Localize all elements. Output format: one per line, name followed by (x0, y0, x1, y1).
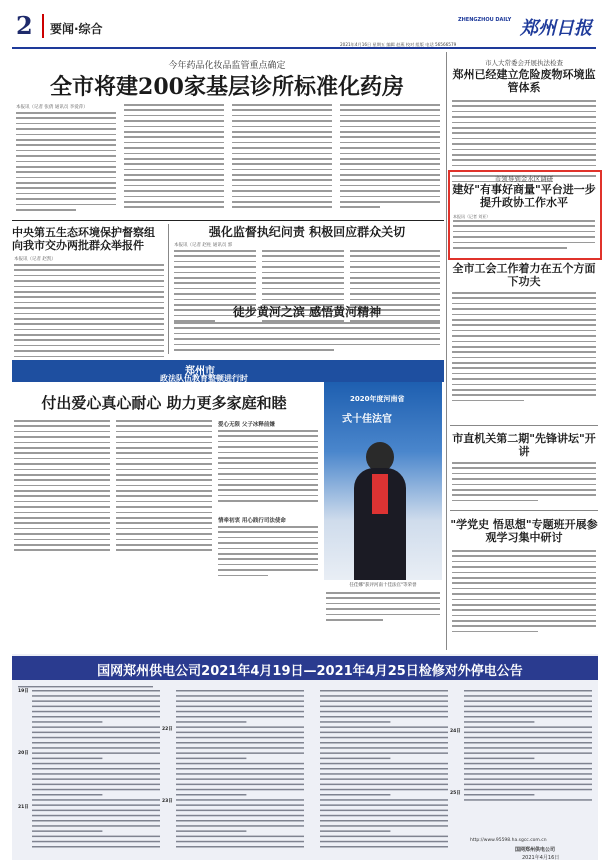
right-body-4 (452, 550, 596, 636)
right-col-rule-1 (450, 425, 598, 426)
left2-headline: 中央第五生态环境保护督察组向我市交办两批群众举报件 (12, 226, 155, 252)
page-number: 2 (16, 11, 33, 40)
tier2-divider (168, 224, 169, 354)
feature-headline: 付出爱心真心耐心 助力更多家庭和睦 (41, 394, 287, 412)
banner-subtitle: 政法队伍教育整顿进行时 (160, 374, 248, 383)
masthead-logo: 郑州日报 (520, 18, 592, 39)
feature-body-col1 (14, 420, 110, 555)
outage-url[interactable]: http://www.95598.ha.sgcc.com.cn (470, 838, 547, 843)
feature-body-col5 (326, 592, 440, 624)
left2-byline: 本报讯（记者 赵凯） (14, 257, 56, 262)
mid2-headline: 强化监督执纪问责 积极回应群众关切 (208, 225, 406, 239)
photo-label: 任佳娜"获评河南十佳法官"等荣誉 (349, 583, 417, 588)
mid2-headline-2: 徒步黄河之滨 感悟黄河精神 (232, 305, 382, 319)
photo-caption-line1: 2020年度河南省 (350, 395, 405, 403)
masthead-english: ZHENGZHOU DAILY (458, 17, 512, 23)
lead-kicker: 今年药品化妆品监管重点确定 (168, 61, 286, 71)
feature-body-col3 (218, 430, 318, 505)
outage-headline: 国网郑州供电公司2021年4月19日—2021年4月25日检修对外停电公告 (97, 664, 523, 679)
mid2-byline: 本报讯（记者 赵柱 通讯员 郭 (174, 243, 233, 248)
right-headline-2: 全市工会工作着力在五个方面下功夫 (452, 262, 596, 288)
outage-day-label: 24日 (450, 729, 461, 734)
lead-body-col1 (16, 112, 116, 214)
right-col-divider (446, 52, 447, 650)
outage-day-labels (18, 686, 594, 856)
right-body-2 (452, 292, 596, 405)
feature-subhead-2: 情牵初衷 用心践行司法使命 (218, 518, 286, 524)
right-col-rule-2 (450, 510, 598, 511)
right-body-3 (452, 462, 596, 505)
page-number-divider (42, 14, 44, 38)
lead-body-col3 (232, 104, 332, 212)
feature-body-col4 (218, 526, 318, 580)
mid2-body-2 (174, 322, 440, 354)
right-headline-3: 市直机关第二期"先锋讲坛"开讲 (452, 432, 596, 458)
lead-byline: 本报讯（记者 张倩 通讯员 李爱萍） (16, 105, 88, 110)
outage-day-label: 23日 (162, 799, 173, 804)
dateline: 2021年4月16日 星期五 编辑 赵燕 校对 组版 电话 56566579 (340, 42, 457, 47)
highlight-body (453, 220, 595, 252)
right-headline-1: 郑州已经建立危险废物环境监管体系 (452, 68, 596, 94)
outage-day-label: 20日 (18, 751, 29, 756)
lead-body-col4 (340, 104, 440, 212)
outage-date: 2021年4月16日 (522, 855, 560, 861)
photo-caption-line2: 式十佳法官 (342, 414, 392, 425)
lead-headline: 全市将建200家基层诊所标准化药房 (50, 74, 404, 100)
outage-day-label: 25日 (450, 791, 461, 796)
page-header (0, 0, 607, 47)
header-rule (12, 47, 596, 49)
lead-body-col2 (124, 104, 224, 212)
robe-collar-icon (372, 474, 388, 514)
highlight-byline: 本报讯（记者 刘亚） (453, 214, 491, 219)
feature-subhead-1: 爱心无限 父子冰释前嫌 (218, 422, 275, 428)
judge-photo (324, 382, 442, 580)
highlight-kicker: 市领导到金水区调研 (494, 175, 554, 183)
right-kicker-1: 市人大常委会开展执法检查 (485, 59, 563, 67)
outage-day-label: 19日 (18, 689, 29, 694)
section-title: 要闻·综合 (50, 22, 103, 36)
outage-day-label: 21日 (18, 805, 29, 810)
highlight-headline: 建好"有事好商量"平台进一步提升政协工作水平 (452, 183, 596, 209)
right-headline-4: "学党史 悟思想"专题班开展参观学习集中研讨 (450, 518, 598, 544)
feature-body-col2 (116, 420, 212, 555)
outage-signature: 国网郑州供电公司 (515, 847, 556, 853)
outage-day-label: 22日 (162, 727, 173, 732)
lead-bottom-rule (12, 220, 444, 221)
banner-city: 郑州市 (185, 366, 215, 377)
